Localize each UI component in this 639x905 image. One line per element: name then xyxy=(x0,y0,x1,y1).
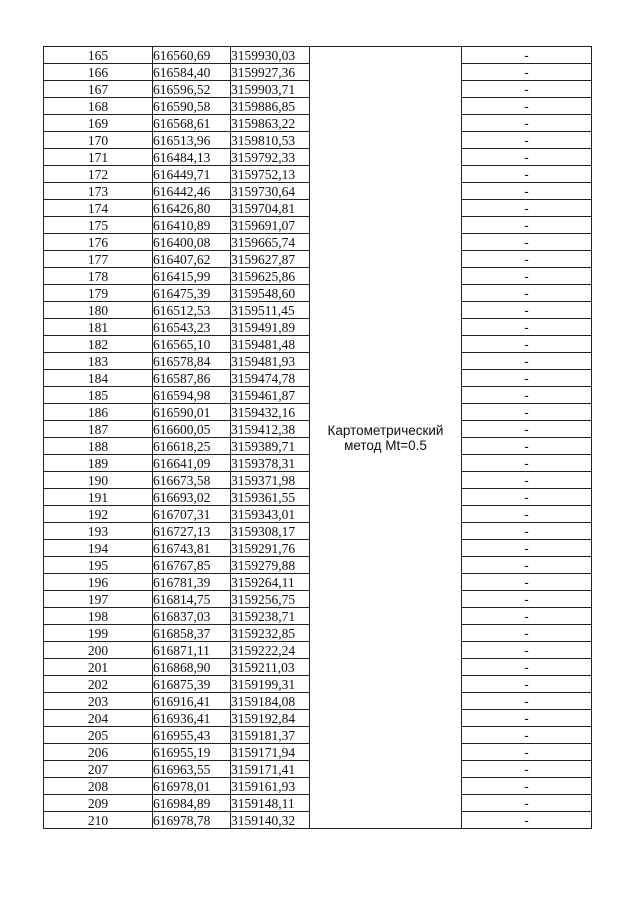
note-cell: - xyxy=(462,812,592,829)
note-cell: - xyxy=(462,217,592,234)
point-number-cell: 210 xyxy=(44,812,153,829)
note-cell: - xyxy=(462,676,592,693)
note-cell: - xyxy=(462,404,592,421)
x-coordinate-cell: 616618,25 xyxy=(153,438,231,455)
x-coordinate-cell: 616568,61 xyxy=(153,115,231,132)
y-coordinate-cell: 3159256,75 xyxy=(231,591,310,608)
x-coordinate-cell: 616868,90 xyxy=(153,659,231,676)
y-coordinate-cell: 3159481,48 xyxy=(231,336,310,353)
point-number-cell: 178 xyxy=(44,268,153,285)
x-coordinate-cell: 616415,99 xyxy=(153,268,231,285)
point-number-cell: 174 xyxy=(44,200,153,217)
y-coordinate-cell: 3159691,07 xyxy=(231,217,310,234)
y-coordinate-cell: 3159199,31 xyxy=(231,676,310,693)
note-cell: - xyxy=(462,183,592,200)
y-coordinate-cell: 3159511,45 xyxy=(231,302,310,319)
point-number-cell: 196 xyxy=(44,574,153,591)
note-cell: - xyxy=(462,421,592,438)
point-number-cell: 173 xyxy=(44,183,153,200)
note-cell: - xyxy=(462,591,592,608)
point-number-cell: 182 xyxy=(44,336,153,353)
point-number-cell: 183 xyxy=(44,353,153,370)
x-coordinate-cell: 616767,85 xyxy=(153,557,231,574)
point-number-cell: 209 xyxy=(44,795,153,812)
note-cell: - xyxy=(462,285,592,302)
y-coordinate-cell: 3159474,78 xyxy=(231,370,310,387)
method-label-line1: Картометрический xyxy=(327,422,444,438)
x-coordinate-cell: 616955,43 xyxy=(153,727,231,744)
note-cell: - xyxy=(462,506,592,523)
note-cell: - xyxy=(462,115,592,132)
x-coordinate-cell: 616673,58 xyxy=(153,472,231,489)
point-number-cell: 194 xyxy=(44,540,153,557)
y-coordinate-cell: 3159171,41 xyxy=(231,761,310,778)
x-coordinate-cell: 616978,78 xyxy=(153,812,231,829)
note-cell: - xyxy=(462,64,592,81)
x-coordinate-cell: 616426,80 xyxy=(153,200,231,217)
note-cell: - xyxy=(462,744,592,761)
point-number-cell: 187 xyxy=(44,421,153,438)
x-coordinate-cell: 616641,09 xyxy=(153,455,231,472)
method-label-line2: метод Mt=0.5 xyxy=(344,437,427,453)
note-cell: - xyxy=(462,200,592,217)
y-coordinate-cell: 3159625,86 xyxy=(231,268,310,285)
point-number-cell: 168 xyxy=(44,98,153,115)
note-cell: - xyxy=(462,625,592,642)
x-coordinate-cell: 616400,08 xyxy=(153,234,231,251)
x-coordinate-cell: 616693,02 xyxy=(153,489,231,506)
note-cell: - xyxy=(462,166,592,183)
point-number-cell: 192 xyxy=(44,506,153,523)
note-cell: - xyxy=(462,353,592,370)
note-cell: - xyxy=(462,370,592,387)
x-coordinate-cell: 616590,58 xyxy=(153,98,231,115)
point-number-cell: 208 xyxy=(44,778,153,795)
y-coordinate-cell: 3159389,71 xyxy=(231,438,310,455)
point-number-cell: 172 xyxy=(44,166,153,183)
x-coordinate-cell: 616984,89 xyxy=(153,795,231,812)
note-cell: - xyxy=(462,727,592,744)
y-coordinate-cell: 3159548,60 xyxy=(231,285,310,302)
note-cell: - xyxy=(462,98,592,115)
x-coordinate-cell: 616596,52 xyxy=(153,81,231,98)
note-cell: - xyxy=(462,234,592,251)
point-number-cell: 193 xyxy=(44,523,153,540)
note-cell: - xyxy=(462,693,592,710)
x-coordinate-cell: 616565,10 xyxy=(153,336,231,353)
y-coordinate-cell: 3159481,93 xyxy=(231,353,310,370)
y-coordinate-cell: 3159361,55 xyxy=(231,489,310,506)
point-number-cell: 190 xyxy=(44,472,153,489)
y-coordinate-cell: 3159863,22 xyxy=(231,115,310,132)
note-cell: - xyxy=(462,489,592,506)
y-coordinate-cell: 3159161,93 xyxy=(231,778,310,795)
note-cell: - xyxy=(462,523,592,540)
point-number-cell: 200 xyxy=(44,642,153,659)
y-coordinate-cell: 3159665,74 xyxy=(231,234,310,251)
point-number-cell: 169 xyxy=(44,115,153,132)
note-cell: - xyxy=(462,132,592,149)
x-coordinate-cell: 616814,75 xyxy=(153,591,231,608)
note-cell: - xyxy=(462,455,592,472)
point-number-cell: 165 xyxy=(44,47,153,64)
y-coordinate-cell: 3159192,84 xyxy=(231,710,310,727)
x-coordinate-cell: 616916,41 xyxy=(153,693,231,710)
note-cell: - xyxy=(462,149,592,166)
point-number-cell: 191 xyxy=(44,489,153,506)
point-number-cell: 189 xyxy=(44,455,153,472)
y-coordinate-cell: 3159491,89 xyxy=(231,319,310,336)
point-number-cell: 180 xyxy=(44,302,153,319)
x-coordinate-cell: 616449,71 xyxy=(153,166,231,183)
y-coordinate-cell: 3159232,85 xyxy=(231,625,310,642)
y-coordinate-cell: 3159343,01 xyxy=(231,506,310,523)
note-cell: - xyxy=(462,795,592,812)
y-coordinate-cell: 3159461,87 xyxy=(231,387,310,404)
note-cell: - xyxy=(462,574,592,591)
x-coordinate-cell: 616781,39 xyxy=(153,574,231,591)
note-cell: - xyxy=(462,268,592,285)
method-cell xyxy=(310,47,462,829)
y-coordinate-cell: 3159291,76 xyxy=(231,540,310,557)
note-cell: - xyxy=(462,472,592,489)
x-coordinate-cell: 616484,13 xyxy=(153,149,231,166)
point-number-cell: 202 xyxy=(44,676,153,693)
y-coordinate-cell: 3159792,33 xyxy=(231,149,310,166)
y-coordinate-cell: 3159412,38 xyxy=(231,421,310,438)
x-coordinate-cell: 616584,40 xyxy=(153,64,231,81)
x-coordinate-cell: 616963,55 xyxy=(153,761,231,778)
note-cell: - xyxy=(462,47,592,64)
y-coordinate-cell: 3159927,36 xyxy=(231,64,310,81)
note-cell: - xyxy=(462,336,592,353)
x-coordinate-cell: 616587,86 xyxy=(153,370,231,387)
x-coordinate-cell: 616475,39 xyxy=(153,285,231,302)
x-coordinate-cell: 616727,13 xyxy=(153,523,231,540)
y-coordinate-cell: 3159432,16 xyxy=(231,404,310,421)
x-coordinate-cell: 616560,69 xyxy=(153,47,231,64)
point-number-cell: 199 xyxy=(44,625,153,642)
point-number-cell: 205 xyxy=(44,727,153,744)
note-cell: - xyxy=(462,319,592,336)
table-row xyxy=(44,47,592,64)
note-cell: - xyxy=(462,710,592,727)
y-coordinate-cell: 3159627,87 xyxy=(231,251,310,268)
point-number-cell: 170 xyxy=(44,132,153,149)
y-coordinate-cell: 3159238,71 xyxy=(231,608,310,625)
x-coordinate-cell: 616590,01 xyxy=(153,404,231,421)
point-number-cell: 184 xyxy=(44,370,153,387)
x-coordinate-cell: 616513,96 xyxy=(153,132,231,149)
x-coordinate-cell: 616407,62 xyxy=(153,251,231,268)
x-coordinate-cell: 616837,03 xyxy=(153,608,231,625)
note-cell: - xyxy=(462,540,592,557)
note-cell: - xyxy=(462,608,592,625)
point-number-cell: 195 xyxy=(44,557,153,574)
note-cell: - xyxy=(462,387,592,404)
x-coordinate-cell: 616871,11 xyxy=(153,642,231,659)
point-number-cell: 197 xyxy=(44,591,153,608)
y-coordinate-cell: 3159140,32 xyxy=(231,812,310,829)
y-coordinate-cell: 3159184,08 xyxy=(231,693,310,710)
x-coordinate-cell: 616512,53 xyxy=(153,302,231,319)
x-coordinate-cell: 616543,23 xyxy=(153,319,231,336)
y-coordinate-cell: 3159279,88 xyxy=(231,557,310,574)
coordinates-table xyxy=(43,46,592,829)
point-number-cell: 207 xyxy=(44,761,153,778)
y-coordinate-cell: 3159148,11 xyxy=(231,795,310,812)
x-coordinate-cell: 616978,01 xyxy=(153,778,231,795)
y-coordinate-cell: 3159930,03 xyxy=(231,47,310,64)
point-number-cell: 198 xyxy=(44,608,153,625)
note-cell: - xyxy=(462,557,592,574)
point-number-cell: 201 xyxy=(44,659,153,676)
point-number-cell: 166 xyxy=(44,64,153,81)
y-coordinate-cell: 3159211,03 xyxy=(231,659,310,676)
y-coordinate-cell: 3159264,11 xyxy=(231,574,310,591)
note-cell: - xyxy=(462,778,592,795)
x-coordinate-cell: 616578,84 xyxy=(153,353,231,370)
x-coordinate-cell: 616594,98 xyxy=(153,387,231,404)
y-coordinate-cell: 3159181,37 xyxy=(231,727,310,744)
note-cell: - xyxy=(462,642,592,659)
y-coordinate-cell: 3159752,13 xyxy=(231,166,310,183)
y-coordinate-cell: 3159371,98 xyxy=(231,472,310,489)
point-number-cell: 175 xyxy=(44,217,153,234)
point-number-cell: 167 xyxy=(44,81,153,98)
note-cell: - xyxy=(462,438,592,455)
x-coordinate-cell: 616743,81 xyxy=(153,540,231,557)
y-coordinate-cell: 3159171,94 xyxy=(231,744,310,761)
point-number-cell: 203 xyxy=(44,693,153,710)
x-coordinate-cell: 616936,41 xyxy=(153,710,231,727)
y-coordinate-cell: 3159308,17 xyxy=(231,523,310,540)
point-number-cell: 171 xyxy=(44,149,153,166)
x-coordinate-cell: 616442,46 xyxy=(153,183,231,200)
x-coordinate-cell: 616707,31 xyxy=(153,506,231,523)
y-coordinate-cell: 3159810,53 xyxy=(231,132,310,149)
point-number-cell: 179 xyxy=(44,285,153,302)
note-cell: - xyxy=(462,81,592,98)
y-coordinate-cell: 3159222,24 xyxy=(231,642,310,659)
note-cell: - xyxy=(462,251,592,268)
x-coordinate-cell: 616410,89 xyxy=(153,217,231,234)
y-coordinate-cell: 3159903,71 xyxy=(231,81,310,98)
y-coordinate-cell: 3159378,31 xyxy=(231,455,310,472)
point-number-cell: 186 xyxy=(44,404,153,421)
point-number-cell: 177 xyxy=(44,251,153,268)
x-coordinate-cell: 616875,39 xyxy=(153,676,231,693)
y-coordinate-cell: 3159704,81 xyxy=(231,200,310,217)
point-number-cell: 204 xyxy=(44,710,153,727)
x-coordinate-cell: 616955,19 xyxy=(153,744,231,761)
note-cell: - xyxy=(462,659,592,676)
point-number-cell: 181 xyxy=(44,319,153,336)
point-number-cell: 206 xyxy=(44,744,153,761)
point-number-cell: 176 xyxy=(44,234,153,251)
coordinates-table-body xyxy=(44,47,592,829)
x-coordinate-cell: 616600,05 xyxy=(153,421,231,438)
y-coordinate-cell: 3159730,64 xyxy=(231,183,310,200)
point-number-cell: 185 xyxy=(44,387,153,404)
x-coordinate-cell: 616858,37 xyxy=(153,625,231,642)
point-number-cell: 188 xyxy=(44,438,153,455)
note-cell: - xyxy=(462,761,592,778)
note-cell: - xyxy=(462,302,592,319)
y-coordinate-cell: 3159886,85 xyxy=(231,98,310,115)
